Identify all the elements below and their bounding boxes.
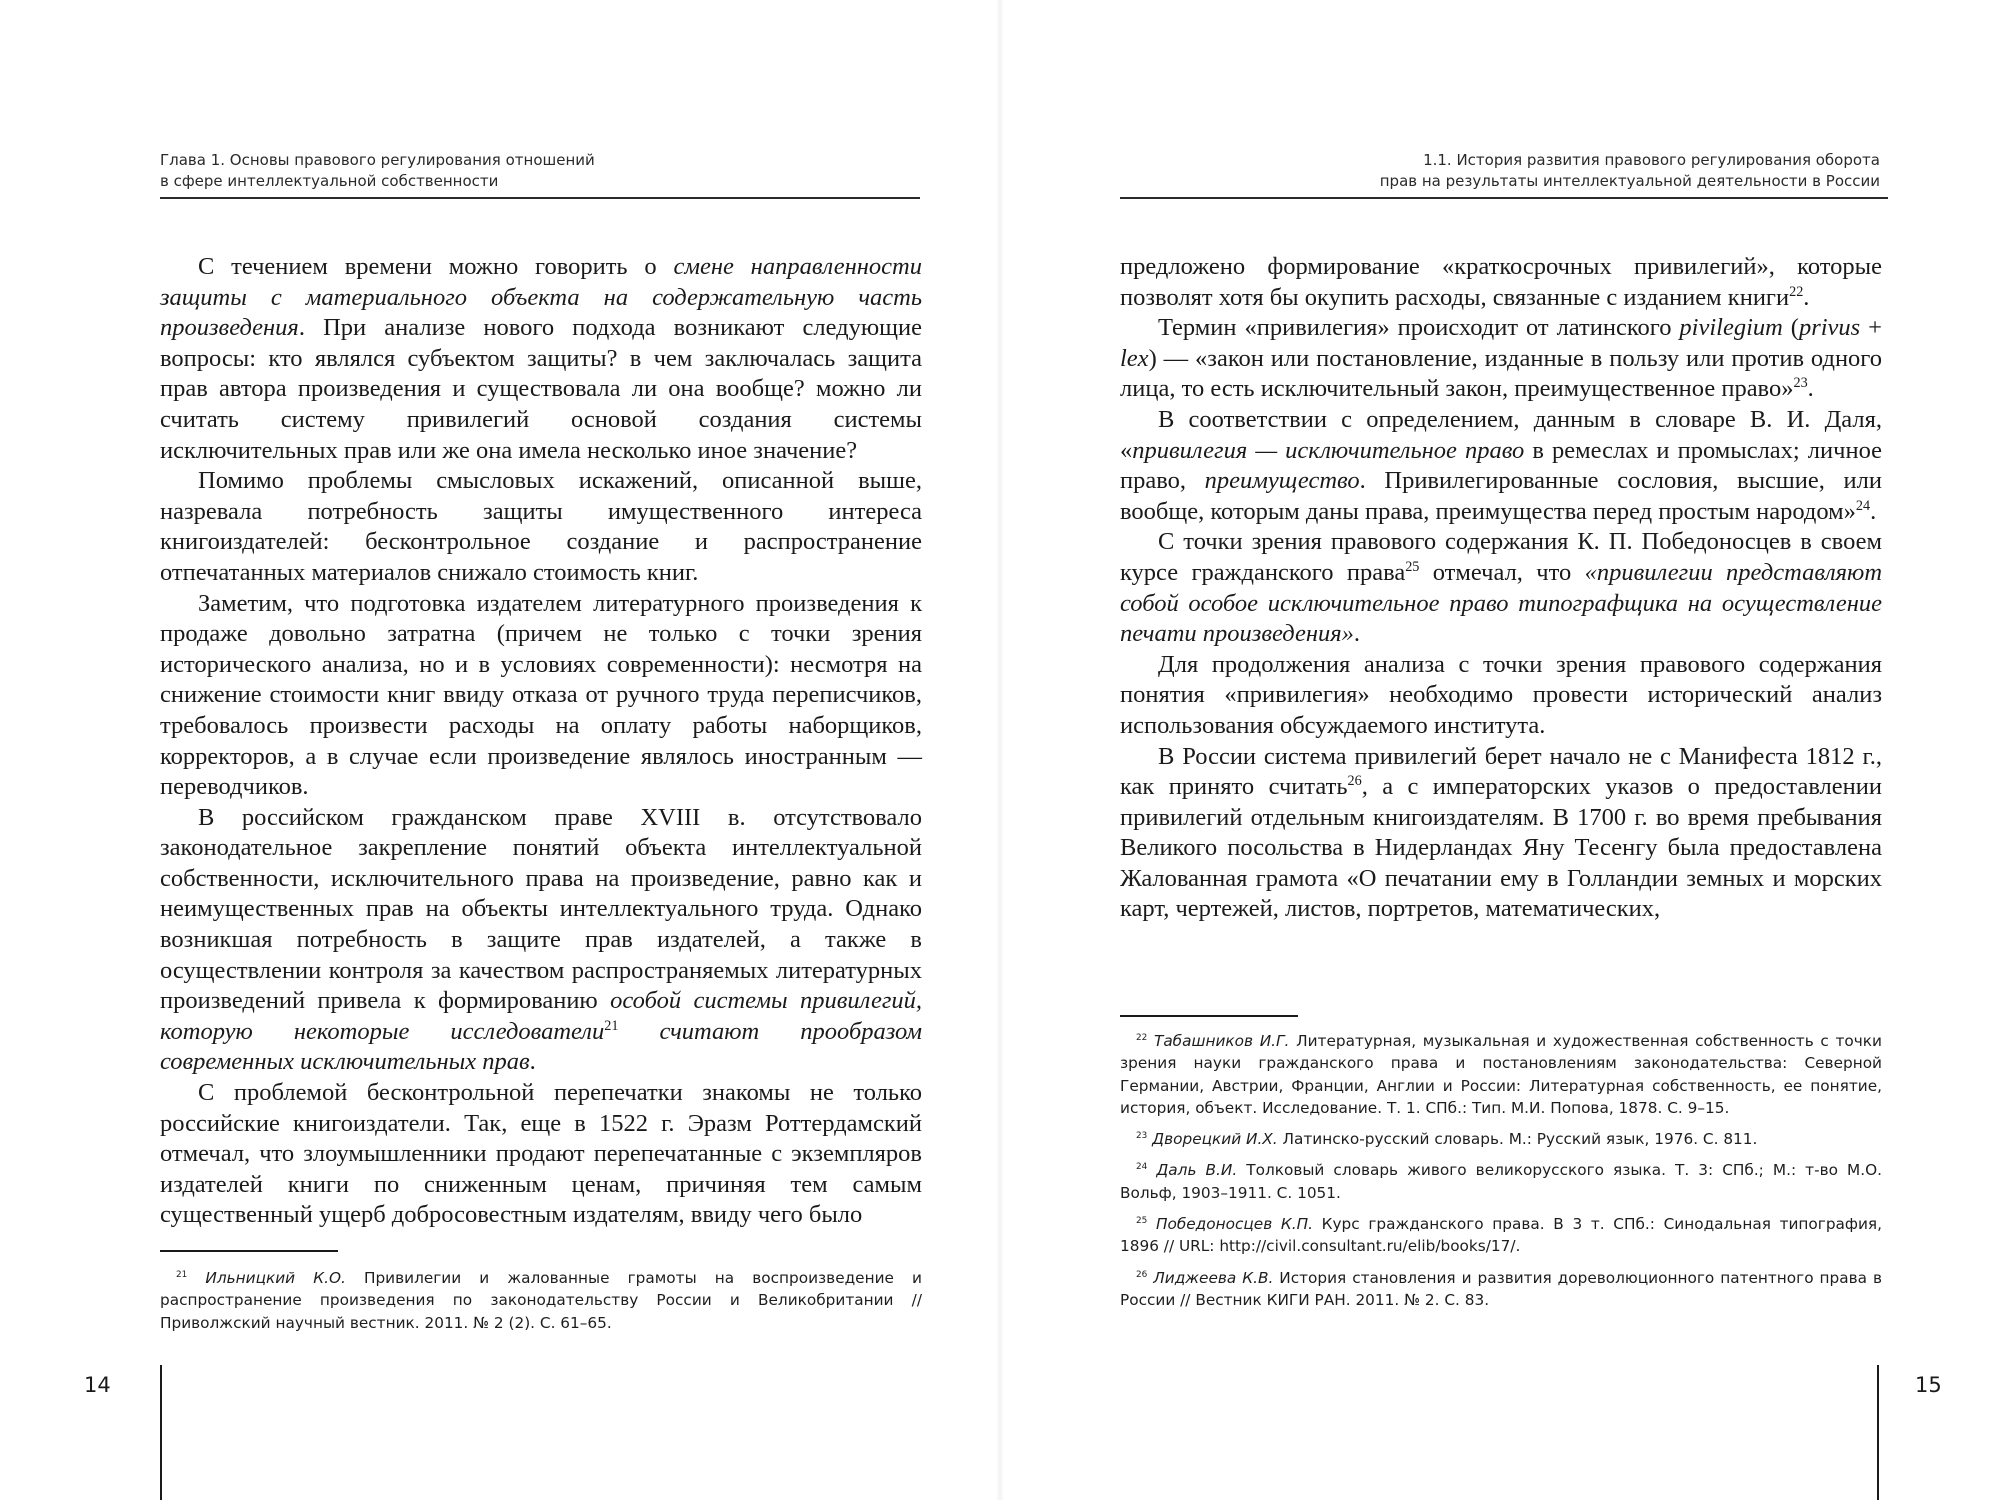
footnote-number: 26	[1136, 1269, 1148, 1280]
footnote-author: Ильницкий К.О.	[205, 1269, 346, 1287]
paragraph	[1120, 742, 1882, 926]
footnote-number: 23	[1136, 1131, 1148, 1142]
footnote-text: Толковый словарь живого великорусского языка. Т. 3: СПб.; М.: т-во М.О. Вольф, 1903–1911. С. 1051.	[1120, 1161, 1882, 1202]
footnote-ref: 25	[1405, 558, 1420, 575]
emphasis: особой системы привилегий, которую некоторые исследователи	[160, 987, 922, 1045]
running-head-left	[160, 150, 920, 192]
emphasis: смене направленности защиты с материального объекта на содержательную часть произведения	[160, 253, 922, 342]
running-head-line: Глава 1. Основы правового регулирования отношений	[160, 151, 595, 169]
paragraph: Для продолжения анализа с точки зрения правового содержания понятия «привилегия» необходимо провести исторический анализ использования обсуждаемого института.	[1120, 650, 1882, 739]
footnote-text: Латинско-русский словарь. М.: Русский язык, 1976. С. 811.	[1277, 1130, 1758, 1149]
text-run: С точки зрения правового содержания К. П. Победоносцев в своем курсе гражданского права	[1120, 528, 1882, 586]
footnote-number: 25	[1136, 1215, 1148, 1226]
footnote-text: Курс гражданского права. В 3 т. СПб.: Синодальная типография, 1896 // URL: http://civil.consultant.ru/elib/books/17/.	[1120, 1215, 1882, 1256]
footnote-text: Литературная, музыкальная и художественная собственность с точки зрения науки гражданского права и постановлениям законодательства: Северной Германии, Австрии, Франции, Англии и России: Литературная собственность, ее понятие, история, объект. Исследование. Т. 1. СПб.: Тип. М.И. Попова, 1878. С. 9–15.	[1120, 1032, 1882, 1117]
footnote-ref: 26	[1347, 772, 1362, 789]
body-text-right	[1120, 252, 1882, 925]
footnote-author: Табашников И.Г.	[1153, 1032, 1290, 1050]
footnote	[160, 1267, 922, 1334]
text-run: .	[1870, 497, 1877, 525]
right-page	[1000, 0, 2000, 1500]
footnote-ref: 22	[1789, 283, 1804, 300]
footnote-author: Лиджеева К.В.	[1153, 1268, 1274, 1287]
text-run: .	[1807, 375, 1814, 403]
page-number: 14	[84, 1373, 111, 1397]
emphasis: lex	[1120, 344, 1149, 372]
footnote-number: 22	[1136, 1032, 1148, 1043]
text-run: . Привилегированные сословия, высшие, или вообще, которым даны права, преимущества перед простым народом»	[1120, 467, 1882, 525]
emphasis: privus	[1798, 314, 1861, 342]
footnotes-left	[160, 1267, 922, 1343]
footnote-rule	[160, 1250, 338, 1252]
paragraph	[1120, 405, 1882, 527]
footnote-author: Победоносцев К.П.	[1155, 1215, 1313, 1234]
paragraph	[160, 803, 922, 1078]
text-run: , а с императорских указов о предоставлении привилегий отдельным книгоиздателям. В 1700 г. во время пребывания Великого посольства в Нидерландах Яну Тесенгу была предоставлена Жалованная грамота «О печатании ему в Голландии земных и морских карт, чертежей, листов, портретов, математических,	[1120, 773, 1882, 923]
text-run: В российском гражданском праве XVIII в. отсутствовало законодательное закрепление понятий объекта интеллектуальной собственности, исключительного права на произведение, равно как и неимущественных прав на объекты интеллектуального труда. Однако возникшая потребность в защите прав издателей, а также в осуществлении контроля за качеством распространяемых литературных произведений привела к формированию	[160, 803, 922, 1015]
margin-rule	[1877, 1365, 1879, 1500]
footnote-text: История становления и развития дореволюционного патентного права в России // Вестник КИГИ РАН. 2011. № 2. С. 83.	[1120, 1268, 1882, 1309]
footnote	[1120, 1128, 1882, 1150]
text-run: . При анализе нового подхода возникают следующие вопросы: кто являлся субъектом защиты? в чем заключалась защита прав автора произведения и существовала ли она вообще? можно ли считать систему привилегий основой создания системы исключительных прав или же она имела несколько иное значение?	[160, 314, 922, 464]
emphasis: pivilegium	[1679, 314, 1783, 342]
footnote	[1120, 1030, 1882, 1119]
footnote-number: 21	[176, 1269, 188, 1280]
text-run: в ремеслах и промыслах; личное право,	[1120, 436, 1882, 495]
footnote	[1120, 1267, 1882, 1312]
text-run: С течением времени можно говорить о	[198, 253, 674, 280]
footnote-author: Дворецкий И.Х.	[1152, 1130, 1278, 1149]
footnote	[1120, 1213, 1882, 1258]
running-head-right	[1120, 150, 1880, 192]
text-run: .	[1353, 620, 1360, 648]
paragraph	[1120, 252, 1882, 313]
body-text-left	[160, 252, 922, 1231]
text-run: предложено формирование «краткосрочных привилегий», которые позволят хотя бы окупить расходы, связанные с изданием книги	[1120, 253, 1882, 311]
footnote-ref: 24	[1855, 497, 1871, 514]
text-run: .	[529, 1048, 536, 1076]
footnote-number: 24	[1136, 1162, 1148, 1173]
footnote-text: Привилегии и жалованные грамоты на воспроизведение и распространение произведения по законодательству России и Великобритании // Приволжский научный вестник. 2011. № 2 (2). С. 61–65.	[160, 1269, 922, 1332]
emphasis: преимущество	[1204, 467, 1360, 495]
footnote-ref: 23	[1793, 375, 1808, 392]
text-run: В соответствии с определением, данным в словаре В. И. Даля, «	[1120, 405, 1882, 464]
text-run: отмечал, что	[1419, 558, 1585, 586]
paragraph: Заметим, что подготовка издателем литературного произведения к продаже довольно затратна (причем не только с точки зрения исторического анализа, но и в условиях современности): несмотря на снижение стоимости книг ввиду отказа от ручного труда переписчиков, требовалось произвести расходы на оплату работы наборщиков, корректоров, а в случае если произведение являлось иностранным — переводчиков.	[160, 589, 922, 801]
paragraph: Помимо проблемы смысловых искажений, описанной выше, назревала потребность защиты имущественного интереса книгоиздателей: бесконтрольное создание и распространение отпечатанных материалов снижало стоимость книг.	[160, 467, 922, 586]
text-run: .	[1803, 283, 1810, 311]
text-run: (	[1782, 314, 1799, 342]
running-head-line: в сфере интеллектуальной собственности	[160, 172, 499, 190]
text-run: ) — «закон или постановление, изданные в пользу или против одного лица, то есть исключительный закон, преимущественное право»	[1120, 344, 1882, 403]
emphasis: «привилегии представляют собой особое исключительное право типографщика на осуществление печати произведения»	[1120, 558, 1883, 648]
footnote-ref: 21	[604, 1017, 619, 1034]
text-run: +	[1860, 314, 1882, 342]
text-run: В России система привилегий берет начало не с Манифеста 1812 г., как принято считать	[1120, 742, 1882, 801]
footnote-rule	[1120, 1015, 1298, 1017]
page-number: 15	[1915, 1373, 1942, 1397]
running-head-line: 1.1. История развития правового регулирования оборота	[1423, 151, 1880, 169]
paragraph	[1120, 527, 1882, 649]
footnote-author: Даль В.И.	[1156, 1161, 1238, 1180]
paragraph	[1120, 313, 1882, 405]
text-run: Термин «привилегия» происходит от латинского	[1158, 314, 1680, 342]
running-head-line: прав на результаты интеллектуальной деятельности в России	[1379, 172, 1880, 190]
footnotes-right	[1120, 1030, 1882, 1320]
paragraph: С проблемой бесконтрольной перепечатки знакомы не только российские книгоиздатели. Так, еще в 1522 г. Эразм Роттердамский отмечал, что злоумышленники продают перепечатанные с экземпляров издателей книги по сниженным ценам, причиняя тем самым существенный ущерб добросовестным издателям, ввиду чего было	[160, 1079, 922, 1229]
footnote	[1120, 1159, 1882, 1204]
header-rule	[1120, 197, 1888, 199]
paragraph	[160, 252, 922, 466]
emphasis: считают прообразом современных исключительных прав	[160, 1017, 922, 1076]
margin-rule	[160, 1365, 162, 1500]
header-rule	[160, 197, 920, 199]
emphasis: привилегия — исключительное право	[1132, 436, 1525, 464]
